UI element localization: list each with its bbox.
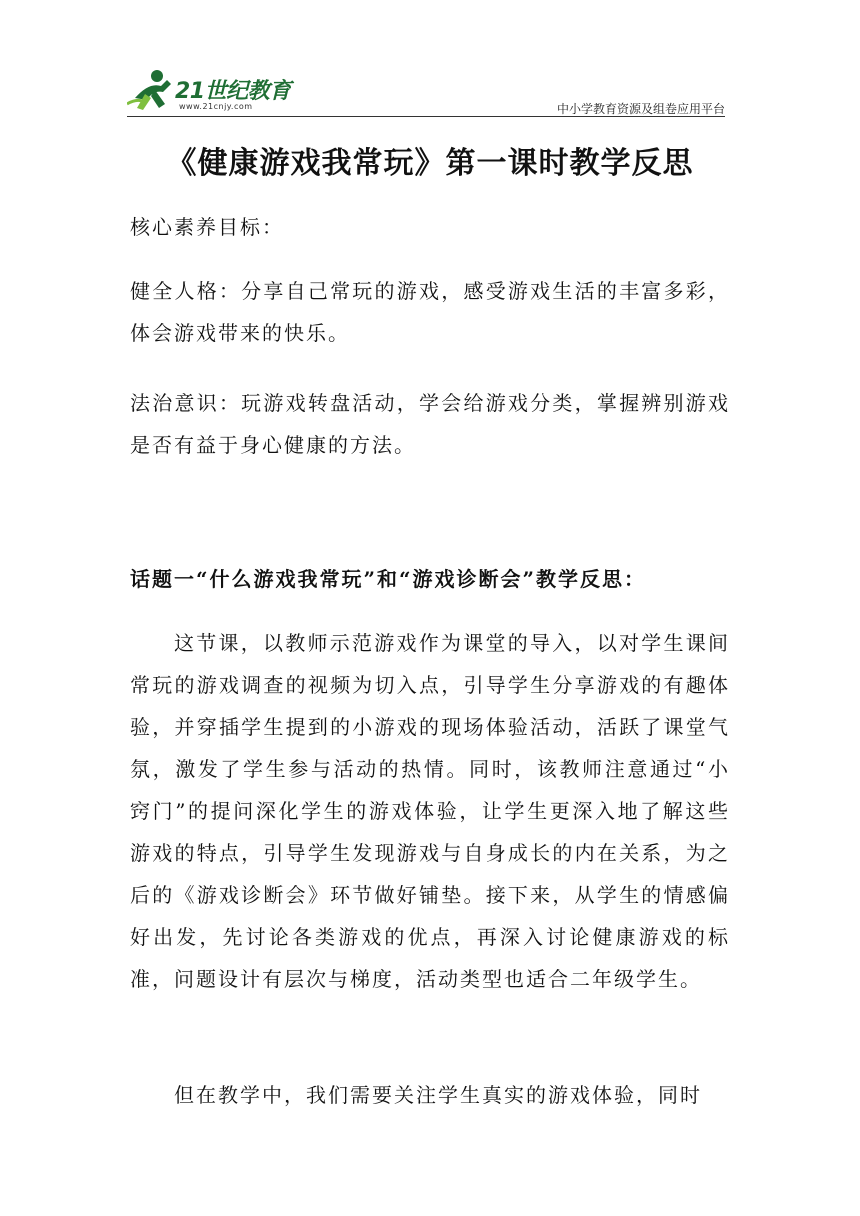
body-paragraph: 但在教学中，我们需要关注学生真实的游戏体验，同时: [174, 1083, 702, 1107]
header-divider: [127, 116, 725, 117]
logo: [127, 66, 297, 114]
body-paragraph: 这节课，以教师示范游戏作为课堂的导入，以对学生课间常玩的游戏调查的视频为切入点，引导学生分享游戏的有趣体验，并穿插学生提到的小游戏的现场体验活动，活跃了课堂气氛，激发了学生参与活动的热情。同时，该教师注意通过“小窍门”的提问深化学生的游戏体验，让学生更深入地了解这些游戏的特点，引导学生发现游戏与自身成长的内在关系，为之后的《游戏诊断会》环节做好铺垫。接下来，从学生的情感偏好出发，先讨论各类游戏的优点，再深入讨论健康游戏的标准，问题设计有层次与梯度，活动类型也适合二年级学生。: [130, 631, 730, 991]
goal-item-personality: 健全人格：分享自己常玩的游戏，感受游戏生活的丰富多彩，体会游戏带来的快乐。: [130, 279, 730, 345]
goal-item-law: 法治意识：玩游戏转盘活动，学会给游戏分类，掌握辨别游戏是否有益于身心健康的方法。: [130, 391, 730, 457]
topic-heading: 话题一“什么游戏我常玩”和“游戏诊断会”教学反思：: [130, 567, 647, 591]
logo-text: 21世纪教育: [175, 79, 291, 104]
header-tagline: 中小学教育资源及组卷应用平台: [556, 102, 725, 116]
runner-logo-icon: [127, 68, 175, 112]
logo-url: www.21cnjy.com: [179, 102, 253, 111]
goals-heading: 核心素养目标：: [130, 215, 284, 239]
page-title: 《健康游戏我常玩》第一课时教学反思: [166, 146, 694, 181]
page-header: [127, 66, 725, 118]
